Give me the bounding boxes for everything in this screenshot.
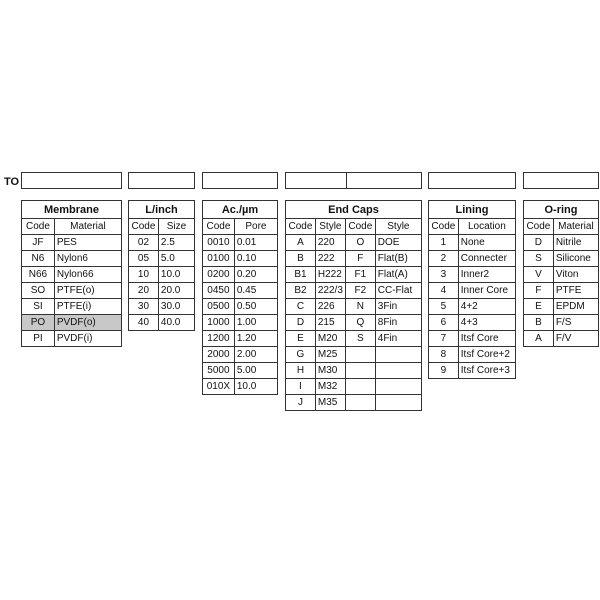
code-cell: 02 bbox=[129, 235, 159, 251]
table-row bbox=[22, 283, 122, 299]
table-row bbox=[129, 283, 195, 299]
value-cell: F/S bbox=[553, 315, 598, 331]
value-cell: 2.5 bbox=[158, 235, 194, 251]
accuracy-input-box[interactable] bbox=[202, 172, 278, 189]
table-row bbox=[429, 363, 516, 379]
length-header-code: Code bbox=[129, 219, 159, 235]
value-cell bbox=[375, 347, 421, 363]
to-label: TO bbox=[4, 176, 20, 188]
length-title: L/inch bbox=[129, 201, 195, 219]
code-cell: B bbox=[524, 315, 554, 331]
value-cell: EPDM bbox=[553, 299, 598, 315]
code-cell: H bbox=[286, 363, 316, 379]
value-cell: 215 bbox=[315, 315, 345, 331]
table-row bbox=[524, 331, 599, 347]
table-row bbox=[129, 315, 195, 331]
table-row bbox=[22, 331, 122, 347]
table-row bbox=[429, 347, 516, 363]
code-cell: PI bbox=[22, 331, 55, 347]
value-cell: Viton bbox=[553, 267, 598, 283]
table-row bbox=[286, 267, 422, 283]
code-cell: 5000 bbox=[203, 363, 235, 379]
table-row bbox=[203, 331, 278, 347]
code-cell: 0100 bbox=[203, 251, 235, 267]
value-cell: M20 bbox=[315, 331, 345, 347]
accuracy-header-code: Code bbox=[203, 219, 235, 235]
value-cell: M35 bbox=[315, 395, 345, 411]
value-cell: 8Fin bbox=[375, 315, 421, 331]
value-cell: 10.0 bbox=[158, 267, 194, 283]
value-cell: 0.50 bbox=[234, 299, 277, 315]
length-input-box[interactable] bbox=[128, 172, 195, 189]
code-cell: B bbox=[286, 251, 316, 267]
table-row bbox=[286, 299, 422, 315]
code-cell: N6 bbox=[22, 251, 55, 267]
code-cell: JF bbox=[22, 235, 55, 251]
code-cell: 0200 bbox=[203, 267, 235, 283]
table-row bbox=[22, 267, 122, 283]
table-row bbox=[203, 379, 278, 395]
accuracy-header-pore: Pore bbox=[234, 219, 277, 235]
table-row bbox=[203, 283, 278, 299]
value-cell: 1.20 bbox=[234, 331, 277, 347]
table-row bbox=[429, 331, 516, 347]
value-cell: 1.00 bbox=[234, 315, 277, 331]
code-cell bbox=[345, 363, 375, 379]
table-row bbox=[524, 299, 599, 315]
code-cell: S bbox=[345, 331, 375, 347]
oring-table bbox=[523, 200, 599, 347]
code-cell: F bbox=[345, 251, 375, 267]
length-table bbox=[128, 200, 195, 331]
value-cell bbox=[375, 379, 421, 395]
membrane-title: Membrane bbox=[22, 201, 122, 219]
table-row bbox=[429, 235, 516, 251]
value-cell: Silicone bbox=[553, 251, 598, 267]
value-cell: 0.20 bbox=[234, 267, 277, 283]
value-cell: 3Fin bbox=[375, 299, 421, 315]
code-cell: N bbox=[345, 299, 375, 315]
value-cell: PTFE(o) bbox=[54, 283, 121, 299]
value-cell: 220 bbox=[315, 235, 345, 251]
code-cell: J bbox=[286, 395, 316, 411]
table-row bbox=[286, 251, 422, 267]
table-row bbox=[429, 299, 516, 315]
table-row bbox=[286, 283, 422, 299]
value-cell: M25 bbox=[315, 347, 345, 363]
table-row bbox=[429, 315, 516, 331]
code-cell: F bbox=[524, 283, 554, 299]
value-cell: Itsf Core+2 bbox=[458, 347, 515, 363]
table-row bbox=[429, 267, 516, 283]
accuracy-title: Ac./µm bbox=[203, 201, 278, 219]
table-row bbox=[203, 363, 278, 379]
value-cell: H222 bbox=[315, 267, 345, 283]
value-cell: PTFE(i) bbox=[54, 299, 121, 315]
table-row bbox=[286, 315, 422, 331]
lining-header-code: Code bbox=[429, 219, 459, 235]
value-cell: 4+2 bbox=[458, 299, 515, 315]
accuracy-table bbox=[202, 200, 278, 395]
lining-table bbox=[428, 200, 516, 379]
code-cell: D bbox=[524, 235, 554, 251]
code-cell: A bbox=[524, 331, 554, 347]
code-cell: F2 bbox=[345, 283, 375, 299]
value-cell: Nylon66 bbox=[54, 267, 121, 283]
code-cell: A bbox=[286, 235, 316, 251]
membrane-table bbox=[21, 200, 122, 347]
table-row bbox=[203, 267, 278, 283]
code-cell: 1 bbox=[429, 235, 459, 251]
table-row bbox=[203, 235, 278, 251]
value-cell: Itsf Core bbox=[458, 331, 515, 347]
value-cell: 5.00 bbox=[234, 363, 277, 379]
code-cell: B1 bbox=[286, 267, 316, 283]
table-row bbox=[286, 347, 422, 363]
value-cell: 222 bbox=[315, 251, 345, 267]
table-row bbox=[129, 251, 195, 267]
lining-input-box[interactable] bbox=[428, 172, 516, 189]
code-cell: 3 bbox=[429, 267, 459, 283]
code-cell: B2 bbox=[286, 283, 316, 299]
value-cell: DOE bbox=[375, 235, 421, 251]
table-row bbox=[524, 235, 599, 251]
code-cell: 1000 bbox=[203, 315, 235, 331]
table-row bbox=[524, 283, 599, 299]
oring-header-material: Material bbox=[553, 219, 598, 235]
table-row bbox=[203, 315, 278, 331]
table-row bbox=[22, 251, 122, 267]
code-cell bbox=[345, 395, 375, 411]
table-row bbox=[286, 235, 422, 251]
oring-header-code: Code bbox=[524, 219, 554, 235]
endcaps-input-box[interactable] bbox=[285, 172, 422, 189]
table-row bbox=[22, 299, 122, 315]
value-cell: 222/3 bbox=[315, 283, 345, 299]
table-row bbox=[22, 315, 122, 331]
lining-header-location: Location bbox=[458, 219, 515, 235]
lining-title: Lining bbox=[429, 201, 516, 219]
code-cell: 0500 bbox=[203, 299, 235, 315]
table-row bbox=[203, 251, 278, 267]
code-cell: G bbox=[286, 347, 316, 363]
code-cell bbox=[345, 347, 375, 363]
value-cell: 20.0 bbox=[158, 283, 194, 299]
code-cell: Q bbox=[345, 315, 375, 331]
value-cell: CC-Flat bbox=[375, 283, 421, 299]
value-cell: Flat(A) bbox=[375, 267, 421, 283]
code-cell: D bbox=[286, 315, 316, 331]
value-cell: 4+3 bbox=[458, 315, 515, 331]
value-cell bbox=[375, 395, 421, 411]
value-cell: PTFE bbox=[553, 283, 598, 299]
table-row bbox=[524, 315, 599, 331]
value-cell: 4Fin bbox=[375, 331, 421, 347]
value-cell: M32 bbox=[315, 379, 345, 395]
table-row bbox=[524, 251, 599, 267]
value-cell: PVDF(o) bbox=[54, 315, 121, 331]
code-cell: 9 bbox=[429, 363, 459, 379]
membrane-header-material: Material bbox=[54, 219, 121, 235]
code-cell: O bbox=[345, 235, 375, 251]
length-header-size: Size bbox=[158, 219, 194, 235]
code-cell bbox=[345, 379, 375, 395]
table-row bbox=[286, 363, 422, 379]
table-row bbox=[203, 299, 278, 315]
code-cell: 30 bbox=[129, 299, 159, 315]
table-row bbox=[429, 251, 516, 267]
value-cell: 10.0 bbox=[234, 379, 277, 395]
table-row bbox=[286, 331, 422, 347]
membrane-input-box[interactable] bbox=[21, 172, 122, 189]
value-cell: Flat(B) bbox=[375, 251, 421, 267]
value-cell: None bbox=[458, 235, 515, 251]
code-cell: 010X bbox=[203, 379, 235, 395]
table-row bbox=[203, 347, 278, 363]
endcaps-header-code: Code bbox=[286, 219, 316, 235]
code-cell: 40 bbox=[129, 315, 159, 331]
code-cell: SI bbox=[22, 299, 55, 315]
membrane-header-code: Code bbox=[22, 219, 55, 235]
value-cell: Itsf Core+3 bbox=[458, 363, 515, 379]
code-cell: SO bbox=[22, 283, 55, 299]
code-cell: 1200 bbox=[203, 331, 235, 347]
code-cell: 0010 bbox=[203, 235, 235, 251]
code-cell: 2000 bbox=[203, 347, 235, 363]
value-cell: 226 bbox=[315, 299, 345, 315]
code-cell: 5 bbox=[429, 299, 459, 315]
code-cell: E bbox=[524, 299, 554, 315]
value-cell: M30 bbox=[315, 363, 345, 379]
code-cell: PO bbox=[22, 315, 55, 331]
value-cell: PES bbox=[54, 235, 121, 251]
table-row bbox=[129, 267, 195, 283]
value-cell: 0.10 bbox=[234, 251, 277, 267]
value-cell: 30.0 bbox=[158, 299, 194, 315]
endcaps-header-style-2: Style bbox=[375, 219, 421, 235]
value-cell: 0.45 bbox=[234, 283, 277, 299]
value-cell: Nylon6 bbox=[54, 251, 121, 267]
value-cell: 5.0 bbox=[158, 251, 194, 267]
code-cell: E bbox=[286, 331, 316, 347]
value-cell: Inner2 bbox=[458, 267, 515, 283]
endcaps-header-code-2: Code bbox=[345, 219, 375, 235]
code-cell: S bbox=[524, 251, 554, 267]
value-cell: Connecter bbox=[458, 251, 515, 267]
value-cell: F/V bbox=[553, 331, 598, 347]
value-cell: PVDF(i) bbox=[54, 331, 121, 347]
table-row bbox=[22, 235, 122, 251]
value-cell: Nitrile bbox=[553, 235, 598, 251]
value-cell: 2.00 bbox=[234, 347, 277, 363]
code-cell: 10 bbox=[129, 267, 159, 283]
code-cell: C bbox=[286, 299, 316, 315]
table-row bbox=[286, 379, 422, 395]
oring-input-box[interactable] bbox=[523, 172, 599, 189]
code-cell: 2 bbox=[429, 251, 459, 267]
code-cell: N66 bbox=[22, 267, 55, 283]
table-row bbox=[429, 283, 516, 299]
value-cell: Inner Core bbox=[458, 283, 515, 299]
value-cell: 40.0 bbox=[158, 315, 194, 331]
table-row bbox=[129, 235, 195, 251]
table-row bbox=[129, 299, 195, 315]
table-row bbox=[524, 267, 599, 283]
endcaps-header-style: Style bbox=[315, 219, 345, 235]
code-cell: V bbox=[524, 267, 554, 283]
code-cell: 7 bbox=[429, 331, 459, 347]
oring-title: O-ring bbox=[524, 201, 599, 219]
value-cell: 0.01 bbox=[234, 235, 277, 251]
table-row bbox=[286, 395, 422, 411]
value-cell bbox=[375, 363, 421, 379]
endcaps-table bbox=[285, 200, 422, 411]
code-cell: 20 bbox=[129, 283, 159, 299]
code-cell: I bbox=[286, 379, 316, 395]
code-cell: 8 bbox=[429, 347, 459, 363]
code-cell: 0450 bbox=[203, 283, 235, 299]
code-cell: F1 bbox=[345, 267, 375, 283]
code-cell: 05 bbox=[129, 251, 159, 267]
endcaps-title: End Caps bbox=[286, 201, 422, 219]
code-cell: 4 bbox=[429, 283, 459, 299]
code-cell: 6 bbox=[429, 315, 459, 331]
